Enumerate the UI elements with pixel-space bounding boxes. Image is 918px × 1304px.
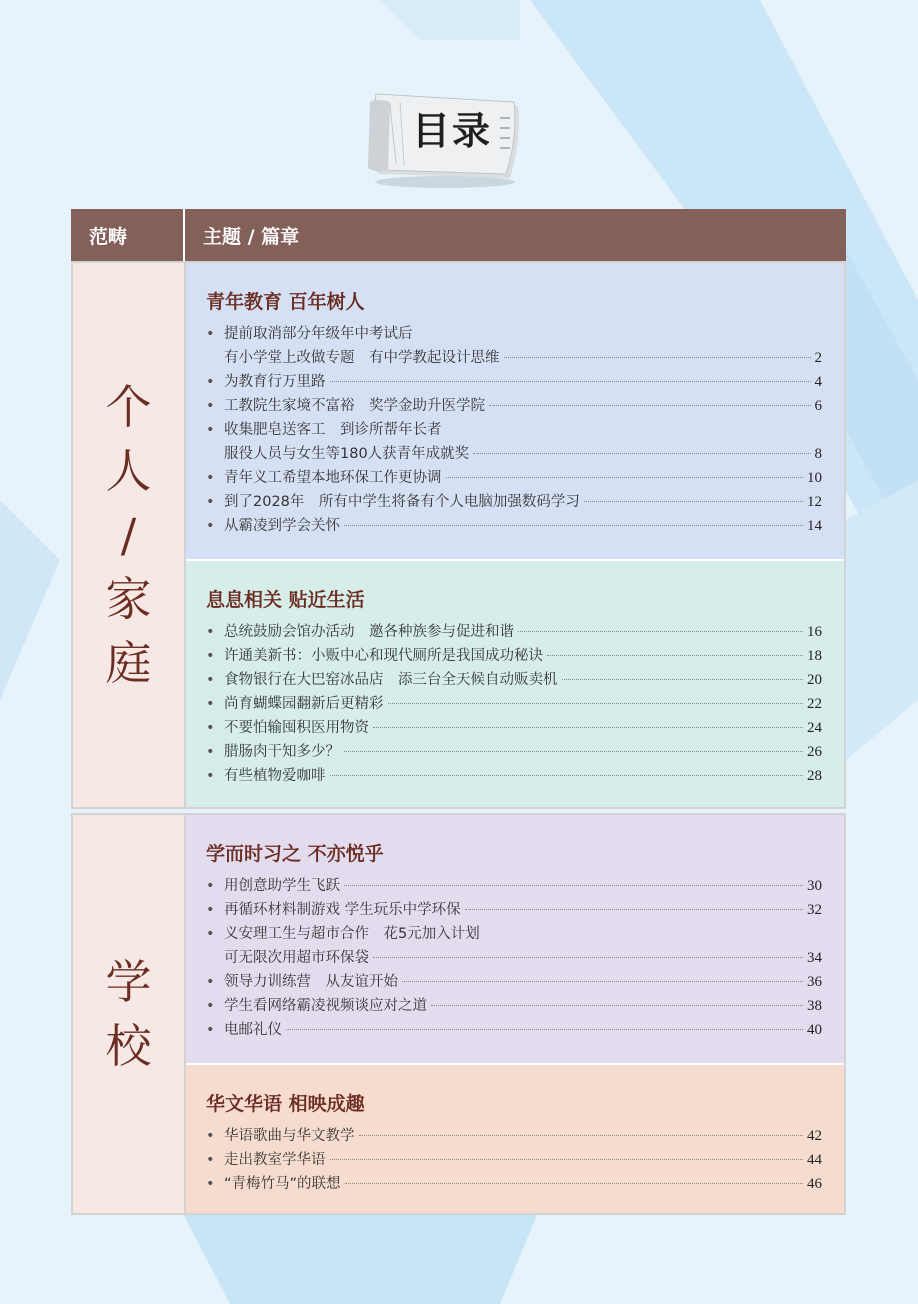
dot-leader bbox=[344, 751, 803, 752]
toc-entry[interactable] bbox=[206, 994, 822, 1018]
entry-body bbox=[224, 620, 822, 644]
entry-line bbox=[224, 874, 822, 898]
dot-leader bbox=[547, 655, 803, 656]
toc-entry[interactable] bbox=[206, 322, 822, 370]
toc-entry[interactable] bbox=[206, 1148, 822, 1172]
bullet-icon: • bbox=[206, 624, 215, 640]
entry-title: 有小学堂上改做专题 有中学教起设计思维 bbox=[224, 350, 500, 366]
category-char: 人 bbox=[105, 444, 152, 498]
entry-body bbox=[224, 322, 822, 370]
entry-line bbox=[224, 466, 822, 490]
entry-body bbox=[224, 1018, 822, 1042]
entry-line bbox=[224, 668, 822, 692]
entry-title: “青梅竹马”的联想 bbox=[224, 1176, 341, 1192]
page-number: 14 bbox=[807, 518, 822, 534]
entry-title: 青年义工希望本地环保工作更协调 bbox=[224, 470, 442, 486]
bullet-icon: • bbox=[206, 494, 215, 510]
entry-title: 华语歌曲与华文教学 bbox=[224, 1128, 355, 1144]
topic-section bbox=[186, 1063, 844, 1213]
page-number: 32 bbox=[807, 902, 822, 918]
page-number: 28 bbox=[807, 768, 822, 784]
entry-title: 不要怕输囤积医用物资 bbox=[224, 720, 369, 736]
topic-section bbox=[186, 263, 844, 559]
entry-body bbox=[224, 898, 822, 922]
dot-leader bbox=[446, 477, 804, 478]
toc-entry[interactable] bbox=[206, 970, 822, 994]
entry-body bbox=[224, 466, 822, 490]
section-title: 华文华语 相映成趣 bbox=[206, 1093, 365, 1115]
entry-body bbox=[224, 716, 822, 740]
dot-leader bbox=[518, 631, 803, 632]
entry-title: 再循环材料制游戏 学生玩乐中学环保 bbox=[224, 902, 461, 918]
page-number: 8 bbox=[814, 446, 822, 462]
sections bbox=[186, 263, 844, 807]
header-topic: 主题 / 篇章 bbox=[203, 225, 300, 248]
page-number: 18 bbox=[807, 648, 822, 664]
bullet-icon: • bbox=[206, 518, 215, 534]
entry-line bbox=[224, 898, 822, 922]
entry-line bbox=[224, 394, 822, 418]
entry-title: 用创意助学生飞跃 bbox=[224, 878, 340, 894]
entry-line bbox=[224, 716, 822, 740]
entry-title: 为教育行万里路 bbox=[224, 374, 326, 390]
toc-entry[interactable] bbox=[206, 716, 822, 740]
page-number: 30 bbox=[807, 878, 822, 894]
section-title: 青年教育 百年树人 bbox=[206, 291, 365, 313]
entry-title: 总统鼓励会馆办活动 邀各种族参与促进和谐 bbox=[224, 624, 514, 640]
page-number: 38 bbox=[807, 998, 822, 1014]
entry-title: 从霸凌到学会关怀 bbox=[224, 518, 340, 534]
dot-leader bbox=[359, 1135, 804, 1136]
entry-title: 学生看网络霸凌视频谈应对之道 bbox=[224, 998, 427, 1014]
toc-entry[interactable] bbox=[206, 922, 822, 970]
category-char: / bbox=[120, 508, 137, 562]
toc-entry[interactable] bbox=[206, 514, 822, 538]
toc-entry[interactable] bbox=[206, 874, 822, 898]
entry-line bbox=[224, 370, 822, 394]
toc-entry[interactable] bbox=[206, 394, 822, 418]
bullet-icon: • bbox=[206, 422, 215, 438]
entry-body bbox=[224, 1124, 822, 1148]
page-number: 12 bbox=[807, 494, 822, 510]
entry-title: 义安理工生与超市合作 花5元加入计划 bbox=[224, 926, 480, 942]
toc-entry[interactable] bbox=[206, 898, 822, 922]
bullet-icon: • bbox=[206, 470, 215, 486]
category-label bbox=[73, 263, 186, 807]
page-number: 10 bbox=[807, 470, 822, 486]
entry-title: 电邮礼仪 bbox=[224, 1022, 282, 1038]
dot-leader bbox=[373, 957, 803, 958]
toc-entry[interactable] bbox=[206, 644, 822, 668]
entry-line bbox=[224, 620, 822, 644]
bullet-icon: • bbox=[206, 1176, 215, 1192]
entry-body bbox=[224, 922, 822, 970]
entry-line bbox=[224, 922, 822, 946]
section-title: 息息相关 贴近生活 bbox=[206, 589, 365, 611]
entry-title: 收集肥皂送客工 到诊所帮年长者 bbox=[224, 422, 442, 438]
entry-line bbox=[224, 740, 822, 764]
page-number: 24 bbox=[807, 720, 822, 736]
bullet-icon: • bbox=[206, 398, 215, 414]
toc-entry[interactable] bbox=[206, 1018, 822, 1042]
entry-body bbox=[224, 668, 822, 692]
entry-body bbox=[224, 1148, 822, 1172]
page-number: 44 bbox=[807, 1152, 822, 1168]
toc-entry[interactable] bbox=[206, 370, 822, 394]
entry-body bbox=[224, 370, 822, 394]
entry-line bbox=[224, 322, 822, 346]
entry-line bbox=[224, 994, 822, 1018]
toc-entry[interactable] bbox=[206, 692, 822, 716]
page-number: 22 bbox=[807, 696, 822, 712]
category-group bbox=[71, 813, 846, 1215]
entry-body bbox=[224, 394, 822, 418]
topic-section bbox=[186, 815, 844, 1063]
entry-line bbox=[224, 490, 822, 514]
entry-line bbox=[224, 1124, 822, 1148]
page-number: 20 bbox=[807, 672, 822, 688]
entry-line bbox=[224, 1018, 822, 1042]
bullet-icon: • bbox=[206, 768, 215, 784]
category-char: 校 bbox=[105, 1019, 152, 1073]
entry-title: 工教院生家境不富裕 奖学金助升医学院 bbox=[224, 398, 485, 414]
toc-entry[interactable] bbox=[206, 1124, 822, 1148]
toc-entry[interactable] bbox=[206, 668, 822, 692]
topic-section bbox=[186, 559, 844, 807]
entry-body bbox=[224, 740, 822, 764]
page-number: 6 bbox=[814, 398, 822, 414]
bullet-icon: • bbox=[206, 974, 215, 990]
dot-leader bbox=[373, 727, 803, 728]
page-number: 42 bbox=[807, 1128, 822, 1144]
header-category: 范畴 bbox=[71, 209, 185, 261]
entry-title: 走出教室学华语 bbox=[224, 1152, 326, 1168]
title-badge bbox=[360, 78, 530, 190]
entry-title: 提前取消部分年级年中考试后 bbox=[224, 326, 413, 342]
section-title: 学而时习之 不亦悦乎 bbox=[206, 843, 384, 865]
page-number: 40 bbox=[807, 1022, 822, 1038]
category-char: 个 bbox=[105, 380, 152, 434]
entry-title: 可无限次用超市环保袋 bbox=[224, 950, 369, 966]
bullet-icon: • bbox=[206, 878, 215, 894]
entry-title: 到了2028年 所有中学生将备有个人电脑加强数码学习 bbox=[224, 494, 580, 510]
bullet-icon: • bbox=[206, 1022, 215, 1038]
category-char: 家 bbox=[105, 572, 152, 626]
entry-line bbox=[224, 442, 822, 466]
entry-body bbox=[224, 418, 822, 466]
bullet-icon: • bbox=[206, 902, 215, 918]
entry-line bbox=[224, 418, 822, 442]
dot-leader bbox=[402, 981, 803, 982]
entry-title: 腊肠肉干知多少？ bbox=[224, 744, 340, 760]
dot-leader bbox=[388, 703, 804, 704]
page-number: 46 bbox=[807, 1176, 822, 1192]
dot-leader bbox=[584, 501, 803, 502]
entry-body bbox=[224, 1172, 822, 1196]
entry-body bbox=[224, 514, 822, 538]
dot-leader bbox=[286, 1029, 803, 1030]
dot-leader bbox=[344, 885, 803, 886]
entry-line bbox=[224, 644, 822, 668]
page-number: 36 bbox=[807, 974, 822, 990]
entry-line bbox=[224, 970, 822, 994]
toc-entry[interactable] bbox=[206, 764, 822, 788]
toc-entry[interactable] bbox=[206, 740, 822, 764]
category-label bbox=[73, 815, 186, 1213]
dot-leader bbox=[330, 775, 804, 776]
bullet-icon: • bbox=[206, 1128, 215, 1144]
page-title: 目录 bbox=[412, 109, 493, 153]
page-number: 2 bbox=[814, 350, 822, 366]
entry-line bbox=[224, 1148, 822, 1172]
bullet-icon: • bbox=[206, 720, 215, 736]
bullet-icon: • bbox=[206, 326, 215, 342]
dot-leader bbox=[330, 381, 811, 382]
page-number: 16 bbox=[807, 624, 822, 640]
bullet-icon: • bbox=[206, 744, 215, 760]
entry-title: 许通美新书：小贩中心和现代厕所是我国成功秘诀 bbox=[224, 648, 543, 664]
category-group bbox=[71, 261, 846, 809]
entry-body bbox=[224, 970, 822, 994]
entry-line bbox=[224, 514, 822, 538]
dot-leader bbox=[330, 1159, 804, 1160]
category-char: 庭 bbox=[105, 636, 152, 690]
dot-leader bbox=[431, 1005, 803, 1006]
bullet-icon: • bbox=[206, 648, 215, 664]
dot-leader bbox=[473, 453, 810, 454]
dot-leader bbox=[344, 525, 803, 526]
entry-title: 有些植物爱咖啡 bbox=[224, 768, 326, 784]
toc-entry[interactable] bbox=[206, 466, 822, 490]
sections bbox=[186, 815, 844, 1213]
entry-line bbox=[224, 764, 822, 788]
dot-leader bbox=[345, 1183, 803, 1184]
entry-body bbox=[224, 490, 822, 514]
entry-body bbox=[224, 644, 822, 668]
page-number: 34 bbox=[807, 950, 822, 966]
entry-body bbox=[224, 692, 822, 716]
table-header bbox=[71, 209, 846, 261]
entry-title: 服役人员与女生等180人获青年成就奖 bbox=[224, 446, 470, 462]
entry-body bbox=[224, 994, 822, 1018]
bullet-icon: • bbox=[206, 998, 215, 1014]
entry-body bbox=[224, 764, 822, 788]
entry-line bbox=[224, 346, 822, 370]
dot-leader bbox=[504, 357, 811, 358]
toc-entry[interactable] bbox=[206, 620, 822, 644]
toc-table bbox=[71, 209, 846, 1215]
bullet-icon: • bbox=[206, 696, 215, 712]
toc-entry[interactable] bbox=[206, 418, 822, 466]
entry-title: 食物银行在大巴窑冰品店 添三台全天候自动贩卖机 bbox=[224, 672, 558, 688]
groups-container bbox=[71, 261, 846, 1215]
bullet-icon: • bbox=[206, 374, 215, 390]
dot-leader bbox=[489, 405, 811, 406]
category-char: 学 bbox=[105, 955, 152, 1009]
dot-leader bbox=[465, 909, 803, 910]
toc-entry[interactable] bbox=[206, 490, 822, 514]
entry-body bbox=[224, 874, 822, 898]
entry-title: 尚育蝴蝶园翻新后更精彩 bbox=[224, 696, 384, 712]
page-number: 26 bbox=[807, 744, 822, 760]
bullet-icon: • bbox=[206, 672, 215, 688]
toc-entry[interactable] bbox=[206, 1172, 822, 1196]
entry-line bbox=[224, 1172, 822, 1196]
entry-line bbox=[224, 946, 822, 970]
entry-title: 领导力训练营 从友谊开始 bbox=[224, 974, 398, 990]
page-number: 4 bbox=[814, 374, 822, 390]
dot-leader bbox=[562, 679, 804, 680]
bullet-icon: • bbox=[206, 1152, 215, 1168]
entry-line bbox=[224, 692, 822, 716]
bullet-icon: • bbox=[206, 926, 215, 942]
